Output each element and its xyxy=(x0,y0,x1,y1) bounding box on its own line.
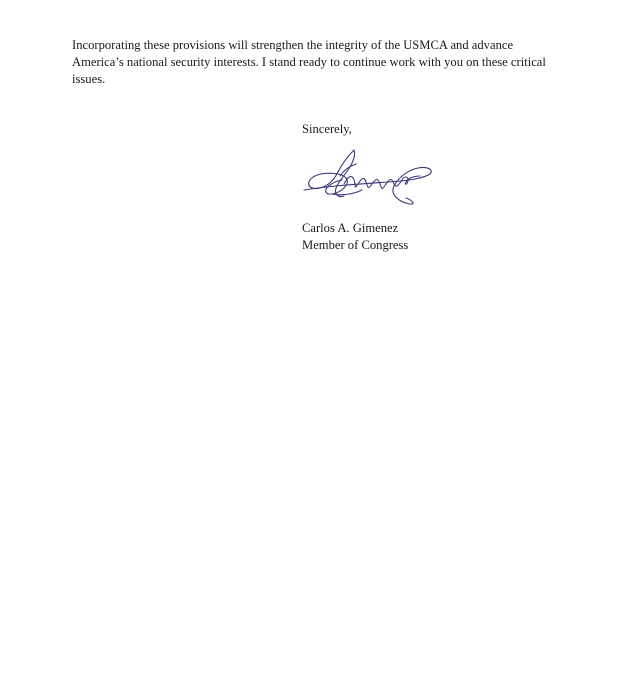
signer-name: Carlos A. Gimenez xyxy=(302,221,399,235)
closing-salutation: Sincerely, xyxy=(302,122,352,136)
handwritten-signature xyxy=(298,146,438,212)
signer-title: Member of Congress xyxy=(302,238,409,252)
body-paragraph: Incorporating these provisions will strengthen the integrity of the USMCA and advance America’s national security interests. I stand ready to continue work with you on these critical issues. xyxy=(72,38,546,86)
signature-block xyxy=(302,220,408,254)
